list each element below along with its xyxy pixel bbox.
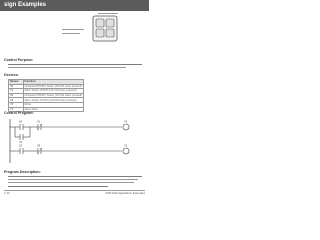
- function-cell: Alarm button (STOP) (X1=ON when pressed): [23, 89, 84, 94]
- coil-label: Y0: [124, 120, 128, 124]
- function-cell: Occupied (START) button (X2=ON when pressed): [24, 93, 82, 97]
- program-description-heading: Program Description:: [4, 170, 41, 174]
- function-cell: Occupied (START) button (X0=ON when pressed): [24, 84, 82, 88]
- device-cell: Y0: [9, 102, 24, 107]
- control-program-heading: Control Program:: [4, 111, 34, 115]
- device-table: [8, 79, 84, 112]
- device-cell: X0: [9, 84, 24, 89]
- device-cell: X3: [9, 98, 24, 103]
- paragraph-line: [8, 176, 142, 177]
- page-title: sign Examples: [4, 2, 47, 8]
- device-cell: X2: [9, 93, 24, 98]
- device-cell: X1: [9, 89, 24, 94]
- keypad-icon: [92, 15, 118, 42]
- function-cell: Alarm button (STOP) (X3=ON when pressed): [23, 98, 84, 103]
- devices-heading: Devices:: [4, 73, 19, 77]
- footer-title: DVP-ES2 Application Examples: [105, 190, 145, 195]
- function-cell: Motor: [23, 102, 84, 107]
- column-header: Function: [23, 80, 84, 85]
- paragraph-line: [8, 179, 138, 180]
- document-page: [0, 0, 149, 198]
- paragraph-line: [8, 182, 134, 183]
- control-purpose-heading: Control Purpose:: [4, 58, 34, 62]
- ladder-diagram: [4, 117, 144, 167]
- column-header: Device: [9, 80, 24, 85]
- diagram-caption-line: [62, 33, 80, 34]
- contact-label: X3: [37, 144, 41, 148]
- contact-label: Y0: [19, 141, 23, 144]
- header-bar: [0, 0, 149, 11]
- contact-label: X1: [37, 120, 41, 124]
- coil-label: Y1: [124, 144, 128, 148]
- page-number: 7-12: [4, 190, 10, 195]
- function-cell: Alarm lamp: [23, 107, 84, 112]
- paragraph-line: [8, 64, 142, 65]
- diagram-caption-line: [62, 29, 84, 30]
- contact-label: X2: [19, 144, 23, 148]
- paragraph-line: [8, 67, 126, 68]
- contact-label: X0: [19, 120, 23, 124]
- paragraph-line: [8, 186, 108, 187]
- device-cell: Y1: [9, 107, 24, 112]
